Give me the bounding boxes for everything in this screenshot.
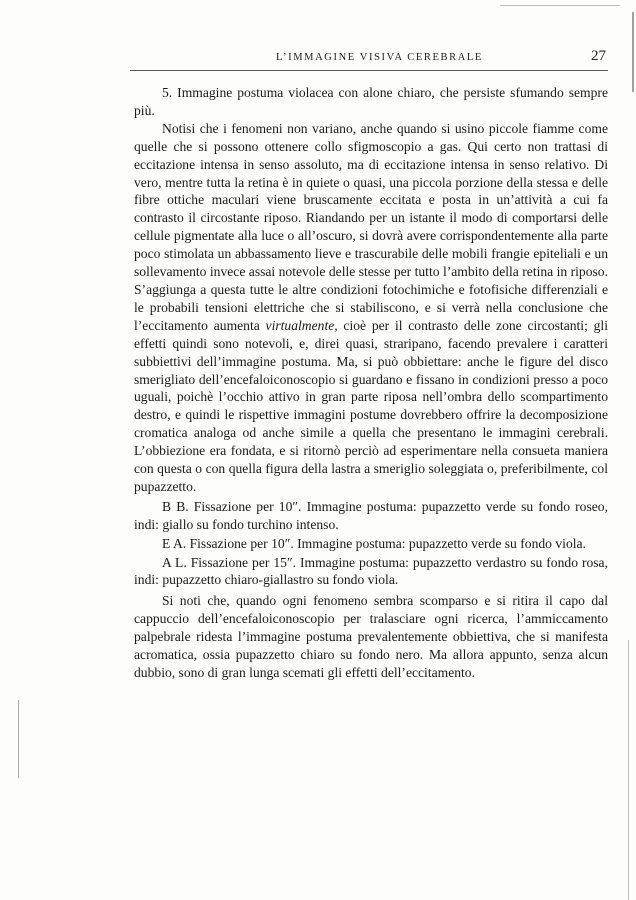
paragraph-discussion-part1: Notisi che i fenomeni non variano, anche quando si usino piccole fiamme come quelle che si possono ottenere collo sfigmoscopio a gas. Qui certo non trattasi di eccitazione intensa in senso assoluto, ma di eccitazione intensa in senso relativo. Di vero, mentre tutta la retina è in quiete o quasi, una piccola porzione della stessa e delle fibre ottiche maculari viene bruscamente eccitata e posta in un’attività a cui fa contrasto il circostante riposo. Riandando per un istante il modo di comportarsi delle cellule pigmentate alla luce o all’oscuro, si dovrà avere corrispondentemente alla parte poco stimolata un abbassamento lieve e trascurabile delle mobili frangie epiteliali e un sollevamento invece assai notevole delle stesse per tutto l’ambito della retina in riposo. S’aggiunga a questa tutte le altre condizioni fotochimiche e fotofisiche differenziali e le probabili tensioni elettriche che si stabiliscono, e si verrà nella conclusione che l’eccitamento aumenta [134, 120, 608, 333]
paragraph-discussion-part2: cioè per il contrasto delle zone circostanti; gli effetti quindi sono notevoli, e, direi quasi, straripano, facendo prevalere i caratteri subbiettivi dell’immagine postuma. Ma, si può obbiettare: anche le figure del disco smerigliato dell’encefaloiconoscopio si guardano e fissano in condizioni presso a poco uguali, poichè l’occhio attivo in gran parte riposa nell’ombra dello scompartimento destro, e quindi le rispettive immagini postume dovrebbero offrire la decomposizione cromatica analoga od anche simile a quella che presentano le immagini cerebrali. L’obbiezione era fondata, e si ritornò perciò ad esperimentare nella consueta maniera con questa o con quella figura della lastra a smeriglio soleggiata o, preferibilmente, col pupazzetto. [134, 317, 608, 494]
page-number: 27 [591, 48, 606, 64]
body-text [134, 84, 608, 682]
header-rule [130, 70, 608, 71]
running-header [130, 46, 608, 68]
fixation-bb: B B. Fissazione per 10″. Immagine postuma: pupazzetto verde su fondo roseo, indi: giallo su fondo turchino intenso. [134, 498, 608, 532]
running-title: L’IMMAGINE VISIVA CEREBRALE [276, 52, 483, 63]
scan-edge-mark [500, 5, 620, 6]
paragraph-discussion [134, 120, 608, 496]
scan-edge-mark [632, 12, 634, 92]
scan-edge-mark [628, 640, 629, 900]
fixation-ea: E A. Fissazione per 10″. Immagine postuma: pupazzetto verde su fondo viola. [162, 535, 586, 551]
scan-edge-mark [18, 700, 19, 778]
emphasis-virtualmente: virtualmente, [265, 317, 338, 333]
paragraph-item-5: 5. Immagine postuma violacea con alone chiaro, che persiste sfumando sempre più. [134, 85, 608, 118]
paragraph-conclusion: Si noti che, quando ogni fenomeno sembra scomparso e si ritira il capo dal cappuccio dell’encefaloiconoscopio per tralasciare ogni ricerca, l’ammiccamento palpebrale ridesta l’immagine postuma prevalentemente obbiettiva, che si manifesta acromatica, ossia pupazzetto chiaro su fondo nero. Ma allora appunto, senza alcun dubbio, sono di gran lunga scemati gli effetti dell’eccitamento. [134, 593, 608, 680]
fixation-al: A L. Fissazione per 15″. Immagine postuma: pupazzetto verdastro su fondo rosa, indi: pupazzetto chiaro-giallastro su fondo viola. [134, 554, 608, 588]
